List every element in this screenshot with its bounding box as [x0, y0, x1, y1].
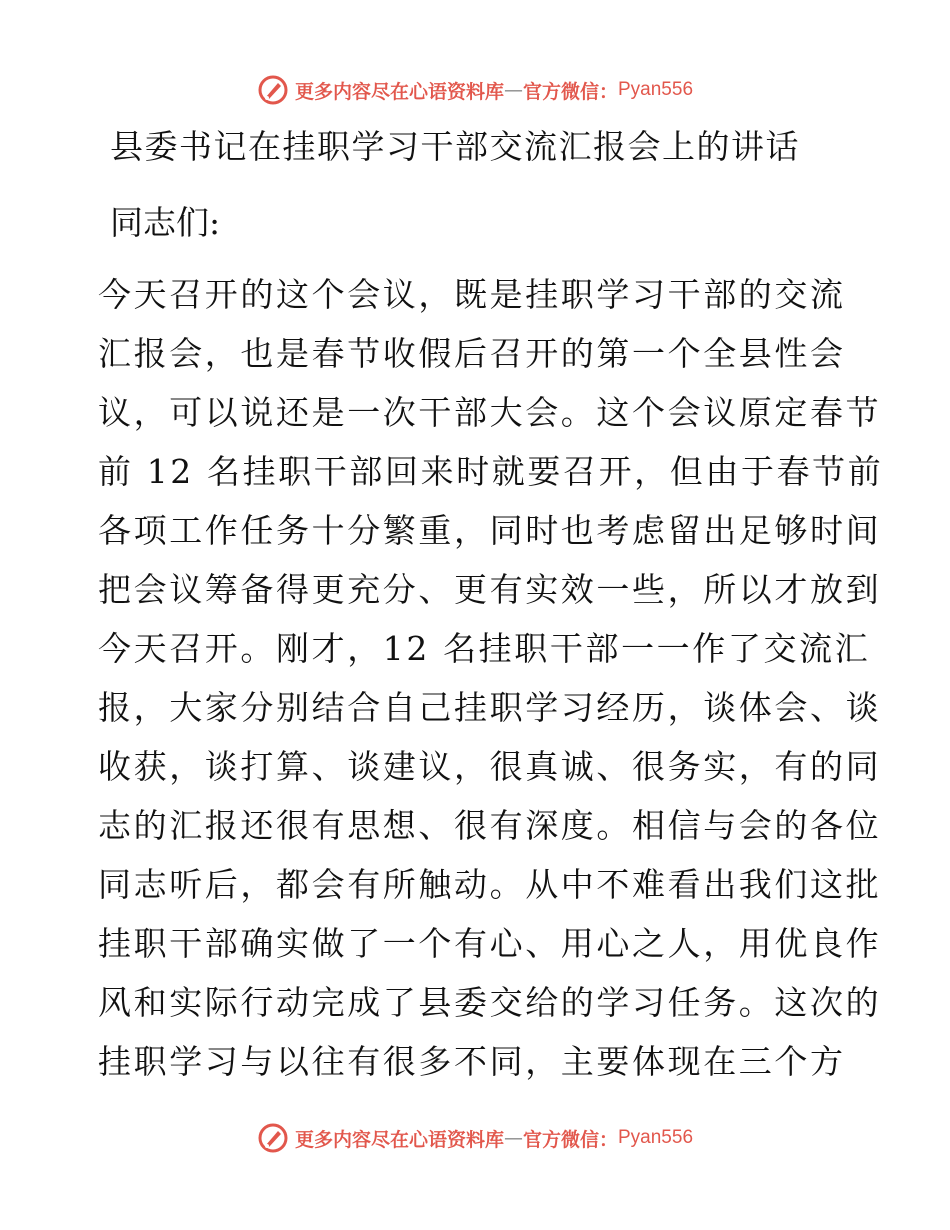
footer-banner — [0, 1118, 950, 1158]
body-line: 把会议筹备得更充分、更有实效一些，所以才放到 — [98, 570, 882, 609]
banner-id: Pyan556 — [618, 79, 694, 100]
body-line: 收获，谈打算、谈建议，很真诚、很务实，有的同 — [98, 747, 882, 786]
banner-separator: — — [503, 79, 523, 101]
body-line: 志的汇报还很有思想、很有深度。相信与会的各位 — [98, 806, 882, 845]
body-line: 挂职学习与以往有很多不同，主要体现在三个方 — [98, 1042, 846, 1081]
pen-circle-logo-icon — [257, 74, 289, 106]
document-title: 县委书记在挂职学习干部交流汇报会上的讲话 — [110, 127, 800, 166]
body-line: 今天召开的这个会议，既是挂职学习干部的交流 — [98, 275, 846, 314]
body-line: 议，可以说还是一次干部大会。这个会议原定春节 — [98, 393, 882, 432]
body-line: 汇报会，也是春节收假后召开的第一个全县性会 — [98, 334, 846, 373]
banner-separator: — — [503, 1127, 523, 1149]
salutation: 同志们: — [110, 203, 221, 242]
body-line: 挂职干部确实做了一个有心、用心之人，用优良作 — [98, 924, 882, 963]
banner-id: Pyan556 — [618, 1127, 694, 1148]
document-body — [98, 270, 884, 1096]
body-line: 报，大家分别结合自己挂职学习经历，谈体会、谈 — [98, 688, 882, 727]
body-line: 同志听后，都会有所触动。从中不难看出我们这批 — [98, 865, 882, 904]
banner-label: 官方微信： — [522, 80, 618, 103]
pen-circle-logo-icon — [257, 1122, 289, 1154]
header-banner — [0, 70, 950, 110]
body-line: 今天召开。刚才，12 名挂职干部一一作了交流汇 — [98, 629, 871, 668]
body-line: 各项工作任务十分繁重，同时也考虑留出足够时间 — [98, 511, 882, 550]
banner-label: 官方微信： — [522, 1128, 618, 1151]
body-line: 风和实际行动完成了县委交给的学习任务。这次的 — [98, 983, 882, 1022]
body-line: 前 12 名挂职干部回来时就要召开，但由于春节前 — [98, 452, 884, 491]
banner-text: 更多内容尽在心语资料库 — [294, 80, 504, 103]
banner-text: 更多内容尽在心语资料库 — [294, 1128, 504, 1151]
